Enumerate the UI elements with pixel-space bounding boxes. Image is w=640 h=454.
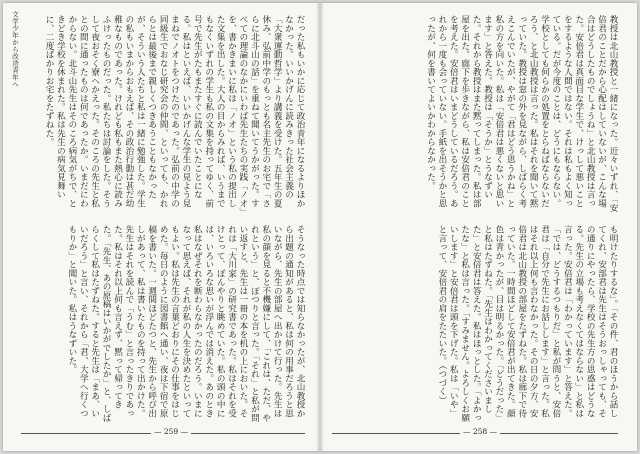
left-page-upper-text: だった私もいかに応じて政治青年になるよりほかなかった。いいかげんに読みきった社会主義の「大衆運動哲学」より講義を受けた。五年生の夏休み、弘前中学のもっとも名主先生のお宅で「さらに北斗山の話」を重ねて聞いてうかがった。すべての理論のなかにいわば先生たちの実践「ノオ」を、書かきまいに私は「ノオ」という私の提出した文集を出した。大人の目からみれば、いうまでもなくいずれの学生も私の文集を持ってゆく、前号で先生がたもまたすぐに読んでいたことになる。私はといえば、いいかげんな学生の見よう見まねでノオトをつけたのであった。弘前の中学の同級生でおなじ研究会の仲間、といっても、かれらとは最後まで親しくつきあうこともなかったが、そういう人たちと私は一緒に勉強した。学生の私もいまからおもえば、その政治行動は甚だ幼稚なものであった。けれども私もまた熱心に読みふけったものだった。私たちは討論をした。そうして夜おそく寮へかえった。そのころの先生と私との間に通ったものは何であったか。いまだにわからない。北斗山先生はそのころ病気がちで、ときどき学校を休まれた。私は先生の病気見舞いに、二度ばかりお宅をたずねた。 <box>44 15 305 212</box>
right-page-lower-body: も明けたりするな」。「その件、君のほうから話してくれ、安部君は先生はそうおっしゃっても、その通りにやったら、学校の先生方の思惑はどうなる。先生の立場も考えなくてはならない」と私は言った。安倍君は「わかっています」と答えた。「では、どうするつもりだ」と私が問うと、安倍君は「自分で先生にお話しします」と言った。私はそれ以上何も言わなかった。その日の夕方、安倍君は北山教授の部屋をたずねた。私は廊下で待っていた。一時間ほどして安倍君が出てきた。顔色は青かったが、目は明るかった。「どうだった」と私はたずねた。「先生はわかってくださいました」と安倍君は答えた。私はほっとした。「よかったな」と私は言った。「すみません。よろしくお願いします」と安倍君は頭を下げた。私は「いや」と言って、安倍君の肩をたたいた。 <box>436 225 618 422</box>
right-page-upper-text: 教授は北山教授と一緒になった。近々いずれ、「安倍君のことだから心配はしていないが、こんな場合はどうしたものでしょうね」と北山教授は言った。安倍君は真面目な学生で、けっして悪いことをするような人間ではない。それは私もよく知っている。だが今度のことは、どうにもならない。学校としても何らかの処置をとらねばならないだろう、と北山教授は言った。私はそれを聞いて黙っていた。教授は窓の外を見ながら、しばらく考えこんでいたが、やがて「君はどう思うかね」と私の方を向いた。私は「安倍君は悪くないと思います」と答えた。教授は「そうか」とうなずいた。それから教授はまた黙ってしまった。私は部屋を出た。廊下を歩きながら、私は安倍君のことを考えた。安倍君はいまどうしているだろう。あれから一度も会っていない。手紙を出そうかと思ったが、何を書いてよいかわからなかった。 <box>425 15 618 212</box>
right-page-lower-text <box>332 225 618 423</box>
continued-mark: （つづく） <box>436 365 447 405</box>
running-head: 文学少年から改造青年へ <box>11 11 19 88</box>
right-page <box>320 3 637 451</box>
book-spread <box>3 3 637 451</box>
page-number-right: — 258 — <box>460 427 500 436</box>
page-number-left: — 259 — <box>151 427 191 436</box>
left-page-lower-text: そうなった時点では知らなかったが、北山教授から出題の通知があると、私は何の用事だろうと思いながら、先生の部屋へ出かけて行った。先生は私の顔を見ると不機嫌にして、「これは、ただ、やれという」と、ぽつりと言った。「それ」と私が問い返すと、先生は一冊の本を机の上においた。それは「大川家」の研究書であった。私はそれを受けとって、ぼんやりと眺めていた。私の頭の中には、いろいろな思いが浮んでは消えた。あのとき私はなぜそれを断わらなかったのだろう。いまになって思えば、それが私の人生を決めたといってもよい。私は先生の言葉どおりにその仕事をはじめた。毎日のように図書館へ通い、夜は下宿で原稿を書いた。一週間ほどたつと、先生から呼び出しがあって、私は書いたものを持って出かけた。先生はそれを読んで「うむ」と言ったきりであった。私はそれ以上何も言えず、黙って帰ってきた。「先生、あの原稿はいかがでしたか」と、しばらくして私はたずねた。すると先生は「まあ、いいだろう」と言い、それから「君、大学へ行くつもりか」と聞いた。私はうなずいた。 <box>66 225 305 422</box>
left-page <box>3 3 320 451</box>
